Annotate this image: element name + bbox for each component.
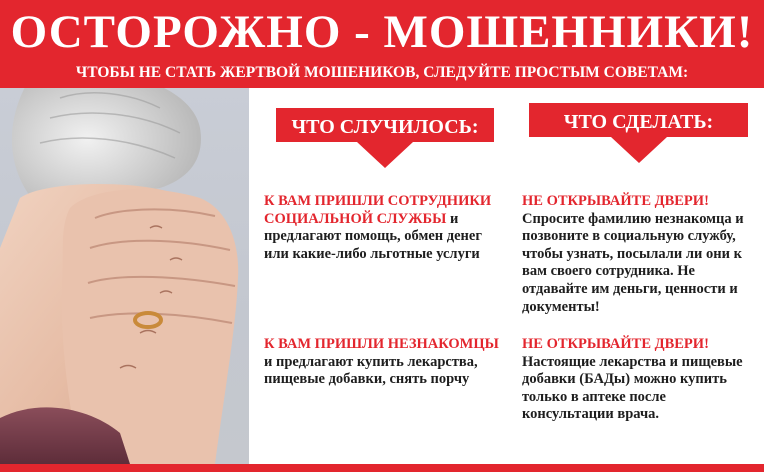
situation-2-highlight: К ВАМ ПРИШЛИ НЕЗНАКОМЦЫ bbox=[264, 336, 499, 352]
what-to-do-label: ЧТО СДЕЛАТЬ: bbox=[563, 111, 714, 133]
page-subtitle: ЧТОБЫ НЕ СТАТЬ ЖЕРТВОЙ МОШЕНИКОВ, СЛЕДУЙТЕ ПРОСТЫМ СОВЕТАМ: bbox=[75, 64, 689, 81]
situation-1-highlight: К ВАМ ПРИШЛИ СОТРУДНИКИ СОЦИАЛЬНОЙ СЛУЖБЫ bbox=[264, 193, 492, 227]
situation-1 bbox=[264, 193, 500, 263]
what-to-do-banner bbox=[529, 103, 748, 165]
advice-1-heading: НЕ ОТКРЫВАЙТЕ ДВЕРИ! bbox=[522, 193, 709, 209]
what-happened-banner bbox=[276, 108, 494, 170]
bottom-bar bbox=[0, 464, 764, 472]
advice-2-heading: НЕ ОТКРЫВАЙТЕ ДВЕРИ! bbox=[522, 336, 709, 352]
what-happened-label: ЧТО СЛУЧИЛОСЬ: bbox=[291, 116, 479, 138]
page-title: ОСТОРОЖНО - МОШЕННИКИ! bbox=[10, 6, 754, 58]
situation-2 bbox=[264, 336, 500, 389]
advice-2-text: Настоящие лекарства и пищевые добавки (БАДы) можно купить только в аптеке после консультации врача. bbox=[522, 353, 743, 423]
elderly-woman-photo bbox=[0, 88, 249, 464]
situation-1-text: и предлагают помощь, обмен денег или какие-либо льготные услуги bbox=[264, 210, 482, 262]
advice-1-text: Спросите фамилию незнакомца и позвоните в социальную службу, чтобы узнать, посылали ли они к вам своего сотрудника. Не отдавайте им деньги, ценности и документы! bbox=[522, 210, 744, 315]
advice-1 bbox=[522, 193, 760, 316]
advice-2 bbox=[522, 336, 760, 424]
situation-2-text: и предлагают купить лекарства, пищевые добавки, снять порчу bbox=[264, 353, 478, 388]
